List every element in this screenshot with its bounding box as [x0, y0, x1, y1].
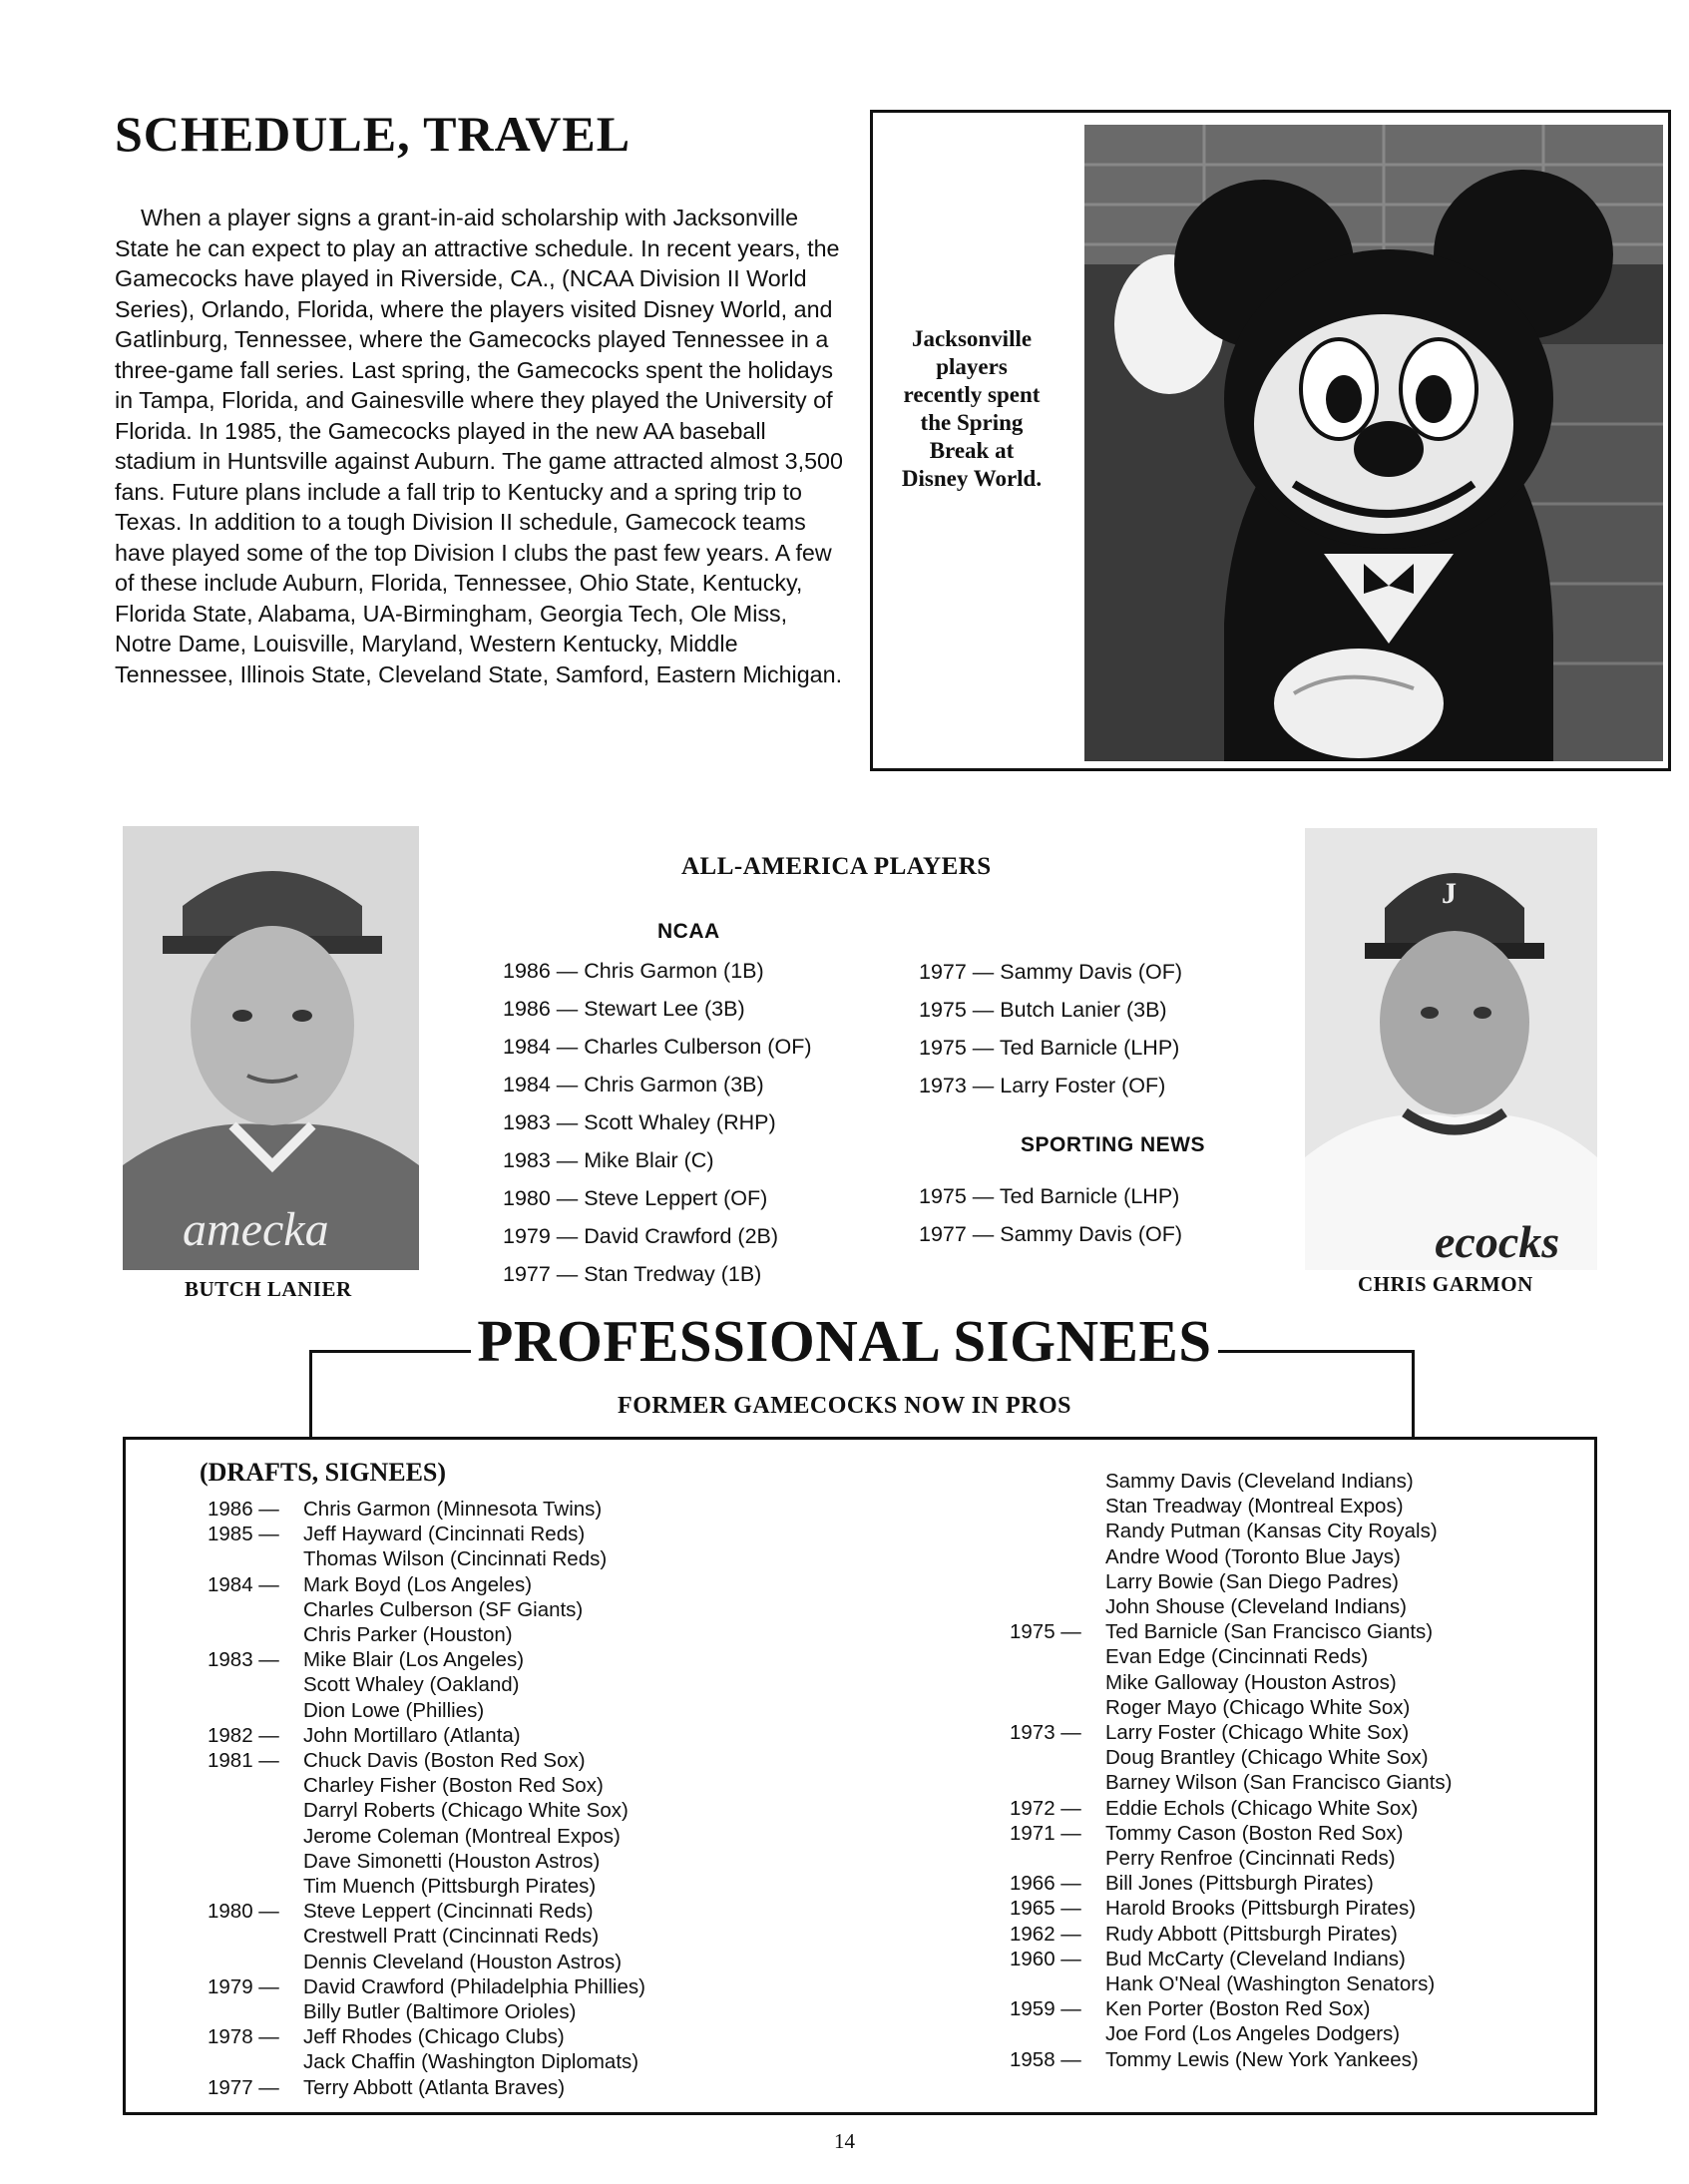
- signee-year: 1975 —: [1010, 1620, 1081, 1644]
- table-row: [208, 1546, 645, 1571]
- signee-year: 1960 —: [1010, 1947, 1081, 1970]
- signee-name: Dennis Cleveland (Houston Astros): [303, 1950, 623, 1973]
- signee-name: Mark Boyd (Los Angeles): [303, 1572, 533, 1596]
- signee-name: Andre Wood (Toronto Blue Jays): [1105, 1544, 1401, 1568]
- table-row: [1010, 1494, 1452, 1519]
- signee-name: John Shouse (Cleveland Indians): [1105, 1595, 1407, 1619]
- table-row: [208, 1874, 645, 1899]
- signee-name: Terry Abbott (Atlanta Braves): [303, 2075, 566, 2099]
- table-row: [1010, 1720, 1452, 1745]
- signee-year: 1979 —: [208, 1974, 279, 1998]
- signee-name: Mike Galloway (Houston Astros): [1105, 1670, 1397, 1694]
- table-row: [1010, 1947, 1452, 1971]
- signee-year: 1977 —: [208, 2075, 279, 2099]
- svg-text:amecka: amecka: [183, 1203, 329, 1256]
- signee-name: Dave Simonetti (Houston Astros): [303, 1849, 601, 1873]
- photo-caption: Jacksonville players recently spent the Spring Break at Disney World.: [901, 326, 1043, 491]
- signee-name: Larry Bowie (San Diego Padres): [1105, 1569, 1399, 1593]
- list-item: 1984 — Chris Garmon (3B): [503, 1073, 764, 1096]
- signee-year: 1985 —: [208, 1523, 279, 1546]
- signee-year: 1973 —: [1010, 1721, 1081, 1745]
- chris-garmon-portrait: [1305, 828, 1597, 1270]
- butch-lanier-illustration: [123, 826, 419, 1270]
- signee-name: Ted Barnicle (San Francisco Giants): [1105, 1620, 1434, 1644]
- table-row: [208, 2024, 645, 2049]
- table-row: [208, 1773, 645, 1798]
- signee-name: Roger Mayo (Chicago White Sox): [1105, 1695, 1411, 1719]
- table-row: [208, 1723, 645, 1748]
- signee-name: Charles Culberson (SF Giants): [303, 1597, 584, 1621]
- signee-name: Charley Fisher (Boston Red Sox): [303, 1774, 604, 1798]
- list-item: 1986 — Chris Garmon (1B): [503, 959, 764, 983]
- table-row: [1010, 1846, 1452, 1871]
- table-row: [1010, 2021, 1452, 2046]
- signee-name: Bill Jones (Pittsburgh Pirates): [1105, 1872, 1374, 1896]
- signee-year: 1965 —: [1010, 1897, 1081, 1921]
- table-row: [1010, 1544, 1452, 1569]
- signee-name: Scott Whaley (Oakland): [303, 1673, 520, 1697]
- signee-year: 1982 —: [208, 1723, 279, 1747]
- schedule-body-text: When a player signs a grant-in-aid scholarship with Jacksonville State he can expect to play an attractive schedule. In recent years, the Gamecocks have played in Riverside, CA., (NCAA Division II World Series), Orlando, Florida, where the players visited Disney World, and Gatlinburg, Tennessee, where the Gamecocks played Tennessee in a three-game fall series. Last spring, the Gamecocks spent the holidays in Tampa, Florida, and Gainesville where they played the University of Florida. In 1985, the Gamecocks played in the new AA baseball stadium in Huntsville against Auburn. The game attracted almost 3,500 fans. Future plans include a fall trip to Kentucky and a spring trip to Texas. In addition to a tough Division II schedule, Gamecock teams have played some of the top Division I clubs the past few years. A few of these include Auburn, Florida, Tennessee, Ohio State, Kentucky, Florida State, Alabama, UA-Birmingham, Georgia Tech, Ole Miss, Notre Dame, Louisville, Maryland, Western Kentucky, Middle Tennessee, Illinois State, Cleveland State, Samford, Eastern Michigan.: [115, 205, 843, 687]
- mickey-mouse-illustration: [1084, 125, 1663, 761]
- list-item: 1980 — Steve Leppert (OF): [503, 1186, 768, 1210]
- table-row: [1010, 1971, 1452, 1996]
- professional-signees-subtitle: FORMER GAMECOCKS NOW IN PROS: [618, 1393, 1071, 1419]
- signee-name: David Crawford (Philadelphia Phillies): [303, 1974, 645, 1998]
- signee-name: Jerome Coleman (Montreal Expos): [303, 1824, 621, 1848]
- table-row: [208, 1974, 645, 1999]
- signee-name: Billy Butler (Baltimore Orioles): [303, 2000, 577, 2024]
- signee-name: Harold Brooks (Pittsburgh Pirates): [1105, 1897, 1417, 1921]
- section-title: SCHEDULE, TRAVEL: [115, 106, 632, 162]
- signee-name: Thomas Wilson (Cincinnati Reds): [303, 1547, 608, 1571]
- signee-name: Randy Putman (Kansas City Royals): [1105, 1520, 1438, 1543]
- signee-name: Sammy Davis (Cleveland Indians): [1105, 1470, 1414, 1493]
- signee-name: Larry Foster (Chicago White Sox): [1105, 1721, 1410, 1745]
- signee-name: Tommy Lewis (New York Yankees): [1105, 2047, 1419, 2071]
- list-item: 1975 — Butch Lanier (3B): [919, 998, 1167, 1022]
- table-row: [208, 2075, 645, 2100]
- list-item: 1983 — Scott Whaley (RHP): [503, 1110, 776, 1134]
- ncaa-heading: NCAA: [657, 920, 720, 943]
- sporting-news-heading: SPORTING NEWS: [1021, 1133, 1206, 1156]
- table-row: [208, 1748, 645, 1773]
- signee-name: Chuck Davis (Boston Red Sox): [303, 1749, 586, 1773]
- svg-text:J: J: [1442, 877, 1457, 910]
- table-row: [208, 1999, 645, 2024]
- signee-year: 1978 —: [208, 2025, 279, 2049]
- signees-list-right: [1010, 1469, 1452, 2072]
- list-item: 1983 — Mike Blair (C): [503, 1148, 714, 1172]
- signee-name: Bud McCarty (Cleveland Indians): [1105, 1947, 1406, 1970]
- signee-name: Tommy Cason (Boston Red Sox): [1105, 1821, 1404, 1845]
- signee-year: 1983 —: [208, 1648, 279, 1672]
- signee-year: 1966 —: [1010, 1872, 1081, 1896]
- signee-name: Dion Lowe (Phillies): [303, 1698, 485, 1722]
- signee-name: Rudy Abbott (Pittsburgh Pirates): [1105, 1922, 1398, 1946]
- table-row: [1010, 1644, 1452, 1669]
- list-item: 1979 — David Crawford (2B): [503, 1224, 779, 1248]
- signee-name: Steve Leppert (Cincinnati Reds): [303, 1900, 594, 1924]
- signees-list-left: [208, 1497, 645, 2100]
- table-row: [208, 1798, 645, 1823]
- table-row: [1010, 1996, 1452, 2021]
- signee-year: 1971 —: [1010, 1821, 1081, 1845]
- table-row: [1010, 2047, 1452, 2072]
- table-row: [208, 1522, 645, 1546]
- table-row: [208, 1497, 645, 1522]
- signee-name: Darryl Roberts (Chicago White Sox): [303, 1799, 629, 1823]
- signee-year: 1986 —: [208, 1498, 279, 1521]
- table-row: [1010, 1594, 1452, 1619]
- signee-name: Ken Porter (Boston Red Sox): [1105, 1997, 1371, 2021]
- ncaa-list-left: [503, 952, 811, 1293]
- table-row: [1010, 1896, 1452, 1921]
- signee-name: Doug Brantley (Chicago White Sox): [1105, 1746, 1429, 1770]
- table-row: [208, 1672, 645, 1697]
- table-row: [208, 2049, 645, 2074]
- signee-name: Chris Garmon (Minnesota Twins): [303, 1498, 603, 1521]
- table-row: [208, 1824, 645, 1849]
- table-row: [208, 1647, 645, 1672]
- mickey-photo-frame: [870, 110, 1671, 771]
- table-row: [208, 1924, 645, 1949]
- signee-name: Stan Treadway (Montreal Expos): [1105, 1495, 1404, 1519]
- list-item: 1973 — Larry Foster (OF): [919, 1074, 1166, 1097]
- chris-garmon-caption: CHRIS GARMON: [1358, 1272, 1533, 1296]
- list-item: 1986 — Stewart Lee (3B): [503, 997, 745, 1021]
- table-row: [1010, 1670, 1452, 1695]
- butch-lanier-portrait: [123, 826, 419, 1270]
- signee-year: 1958 —: [1010, 2047, 1081, 2071]
- table-row: [1010, 1871, 1452, 1896]
- mickey-mouse-photo: [1084, 125, 1663, 761]
- table-row: [208, 1899, 645, 1924]
- signees-heading: (DRAFTS, SIGNEES): [200, 1458, 447, 1487]
- signee-name: Tim Muench (Pittsburgh Pirates): [303, 1875, 597, 1899]
- svg-text:ecocks: ecocks: [1435, 1216, 1560, 1267]
- sporting-news-list: [919, 1177, 1182, 1253]
- all-america-heading: ALL-AMERICA PLAYERS: [681, 853, 992, 880]
- signee-name: Hank O'Neal (Washington Senators): [1105, 1972, 1436, 1996]
- table-row: [1010, 1745, 1452, 1770]
- signee-name: Evan Edge (Cincinnati Reds): [1105, 1645, 1369, 1669]
- table-row: [208, 1622, 645, 1647]
- table-row: [1010, 1569, 1452, 1594]
- signee-year: 1972 —: [1010, 1796, 1081, 1820]
- list-item: 1977 — Stan Tredway (1B): [503, 1262, 762, 1286]
- signee-name: Joe Ford (Los Angeles Dodgers): [1105, 2022, 1401, 2046]
- signee-name: Perry Renfroe (Cincinnati Reds): [1105, 1847, 1396, 1871]
- table-row: [208, 1849, 645, 1874]
- signee-name: Mike Blair (Los Angeles): [303, 1648, 525, 1672]
- professional-signees-title-wrap: [0, 1307, 1689, 1376]
- table-row: [208, 1950, 645, 1974]
- signee-name: Jack Chaffin (Washington Diplomats): [303, 2050, 639, 2074]
- table-row: [208, 1698, 645, 1723]
- page-number: 14: [834, 2129, 855, 2153]
- signee-year: 1962 —: [1010, 1922, 1081, 1946]
- table-row: [1010, 1519, 1452, 1543]
- signee-name: Jeff Rhodes (Chicago Clubs): [303, 2025, 565, 2049]
- signee-name: John Mortillaro (Atlanta): [303, 1723, 521, 1747]
- signee-name: Jeff Hayward (Cincinnati Reds): [303, 1523, 586, 1546]
- list-item: 1977 — Sammy Davis (OF): [919, 1222, 1183, 1246]
- list-item: 1977 — Sammy Davis (OF): [919, 960, 1183, 984]
- table-row: [1010, 1619, 1452, 1644]
- table-row: [1010, 1796, 1452, 1821]
- signee-year: 1980 —: [208, 1900, 279, 1924]
- list-item: 1975 — Ted Barnicle (LHP): [919, 1184, 1180, 1208]
- table-row: [1010, 1695, 1452, 1720]
- ncaa-list-right: [919, 953, 1182, 1104]
- butch-lanier-caption: BUTCH LANIER: [185, 1277, 352, 1301]
- table-row: [208, 1597, 645, 1622]
- table-row: [1010, 1821, 1452, 1846]
- list-item: 1984 — Charles Culberson (OF): [503, 1035, 812, 1059]
- table-row: [208, 1572, 645, 1597]
- table-row: [1010, 1922, 1452, 1947]
- signee-name: Crestwell Pratt (Cincinnati Reds): [303, 1925, 600, 1949]
- table-row: [1010, 1469, 1452, 1494]
- signee-year: 1981 —: [208, 1749, 279, 1773]
- signee-name: Chris Parker (Houston): [303, 1623, 513, 1647]
- signee-year: 1984 —: [208, 1572, 279, 1596]
- signee-year: 1959 —: [1010, 1997, 1081, 2021]
- table-row: [1010, 1770, 1452, 1795]
- signee-name: Barney Wilson (San Francisco Giants): [1105, 1771, 1453, 1795]
- professional-signees-title: PROFESSIONAL SIGNEES: [471, 1308, 1217, 1374]
- signee-name: Eddie Echols (Chicago White Sox): [1105, 1796, 1419, 1820]
- list-item: 1975 — Ted Barnicle (LHP): [919, 1036, 1180, 1060]
- chris-garmon-illustration: [1305, 828, 1597, 1270]
